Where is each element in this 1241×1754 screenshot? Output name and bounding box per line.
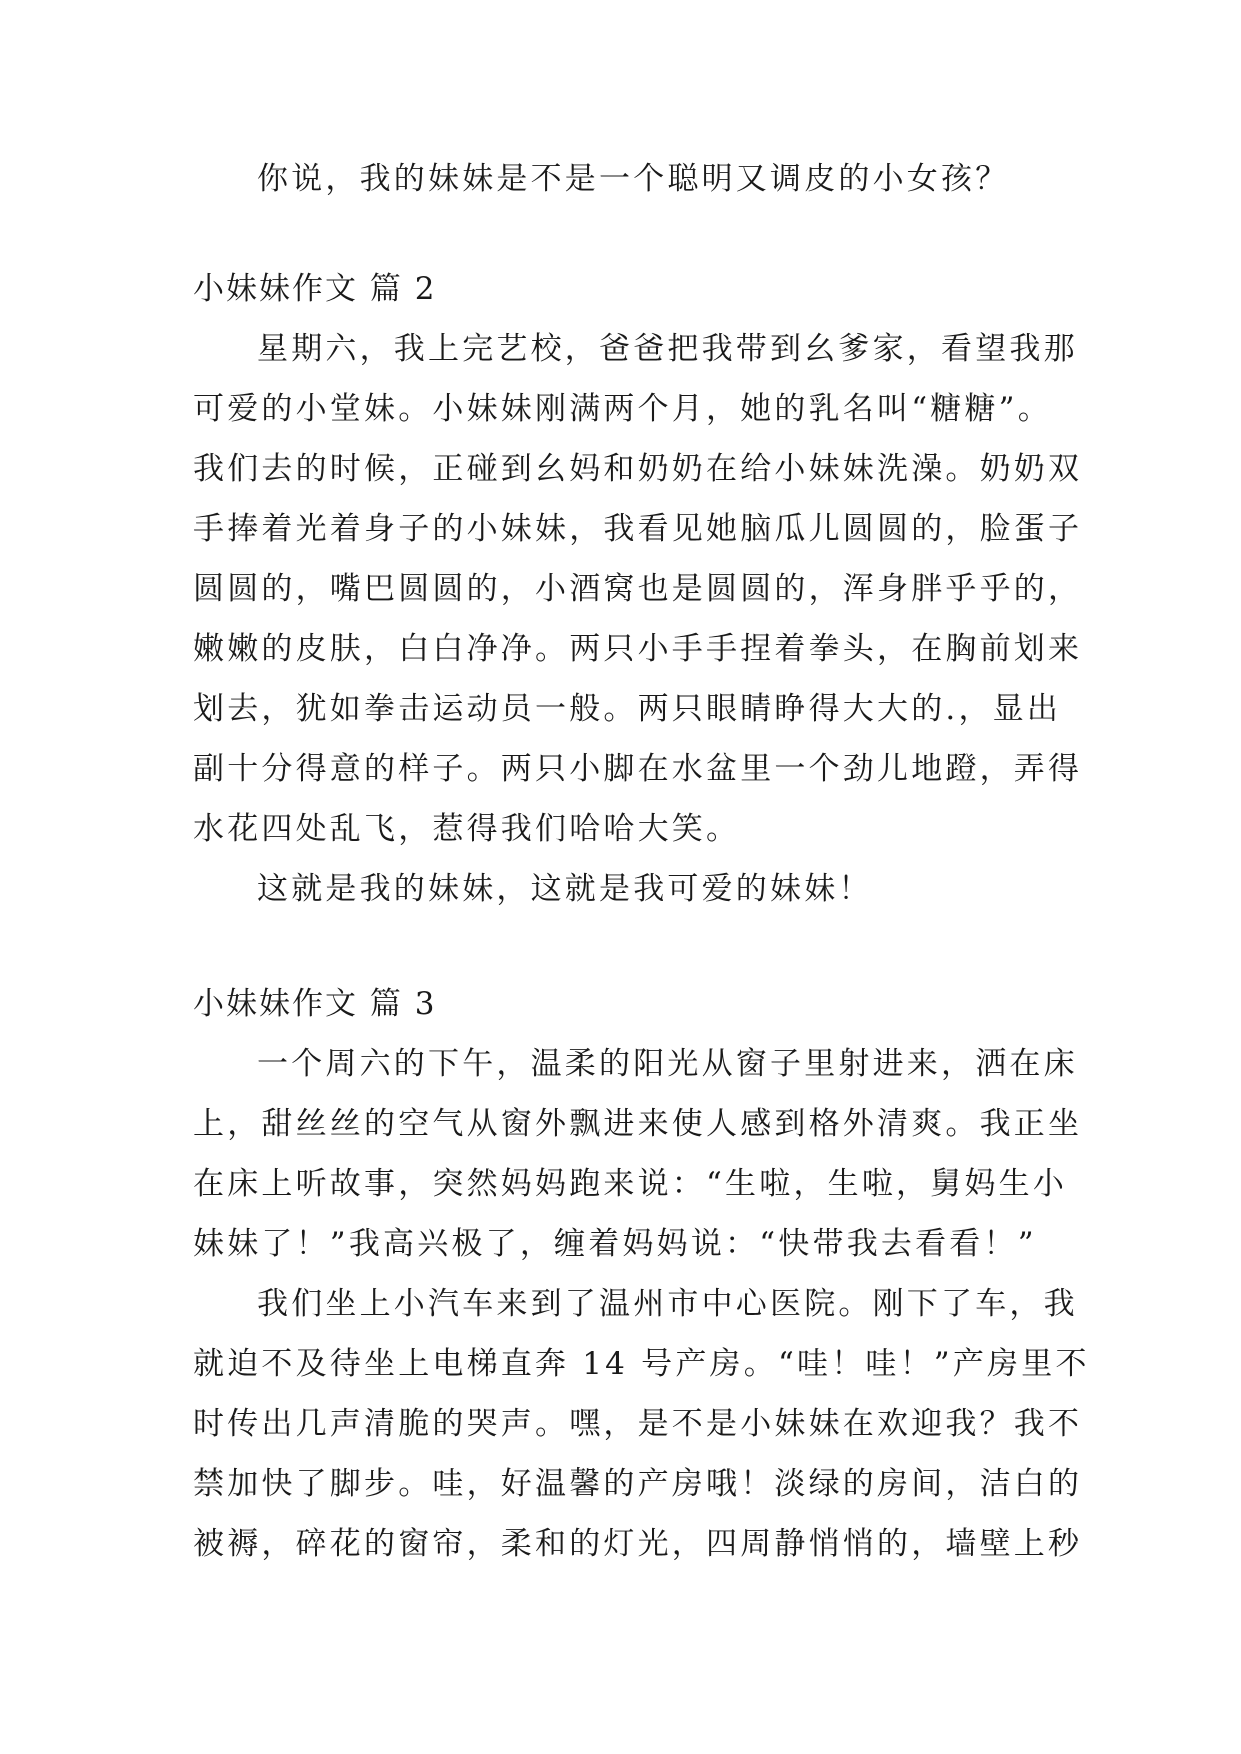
section3-para2-line: 时传出几声清脆的哭声。嘿，是不是小妹妹在欢迎我？我不 — [193, 1406, 1083, 1442]
section3-para1-line: 妹妹了！”我高兴极了，缠着妈妈说：“快带我去看看！” — [193, 1226, 1037, 1262]
section2-line: 星期六，我上完艺校，爸爸把我带到幺爹家，看望我那 — [257, 331, 1078, 367]
section2-line: 水花四处乱飞，惹得我们哈哈大笑。 — [193, 811, 741, 847]
section2-line: 圆圆的，嘴巴圆圆的，小酒窝也是圆圆的，浑身胖乎乎的， — [193, 571, 1083, 607]
section3-para1-line: 上，甜丝丝的空气从窗外飘进来使人感到格外清爽。我正坐 — [193, 1106, 1083, 1142]
section3-para2-line: 被褥，碎花的窗帘，柔和的灯光，四周静悄悄的，墙壁上秒 — [193, 1526, 1083, 1562]
section2-closing: 这就是我的妹妹，这就是我可爱的妹妹！ — [257, 871, 873, 907]
section3-para2-line: 禁加快了脚步。哇，好温馨的产房哦！淡绿的房间，洁白的 — [193, 1466, 1083, 1502]
section2-line: 副十分得意的样子。两只小脚在水盆里一个劲儿地蹬，弄得 — [193, 751, 1083, 787]
section2-line: 手捧着光着身子的小妹妹，我看见她脑瓜儿圆圆的，脸蛋子 — [193, 511, 1083, 547]
section2-line: 我们去的时候，正碰到幺妈和奶奶在给小妹妹洗澡。奶奶双 — [193, 451, 1083, 487]
section1-closing: 你说，我的妹妹是不是一个聪明又调皮的小女孩？ — [257, 161, 1010, 197]
section3-para2-line: 我们坐上小汽车来到了温州市中心医院。刚下了车，我 — [257, 1286, 1078, 1322]
section3-heading: 小妹妹作文 篇 3 — [193, 986, 437, 1022]
document-page — [193, 158, 1090, 1583]
section2-line: 可爱的小堂妹。小妹妹刚满两个月，她的乳名叫“糖糖”。 — [193, 391, 1052, 427]
section3-para1-line: 在床上听故事，突然妈妈跑来说：“生啦，生啦，舅妈生小 — [193, 1166, 1068, 1202]
section2-line: 划去，犹如拳击运动员一般。两只眼睛睁得大大的.，显出 — [193, 691, 1062, 727]
section2-heading: 小妹妹作文 篇 2 — [193, 271, 437, 307]
section2-line: 嫩嫩的皮肤，白白净净。两只小手手捏着拳头，在胸前划来 — [193, 631, 1083, 667]
section3-para2-line: 就迫不及待坐上电梯直奔 14 号产房。“哇！哇！”产房里不 — [193, 1346, 1090, 1382]
section3-para1-line: 一个周六的下午，温柔的阳光从窗子里射进来，洒在床 — [257, 1046, 1078, 1082]
